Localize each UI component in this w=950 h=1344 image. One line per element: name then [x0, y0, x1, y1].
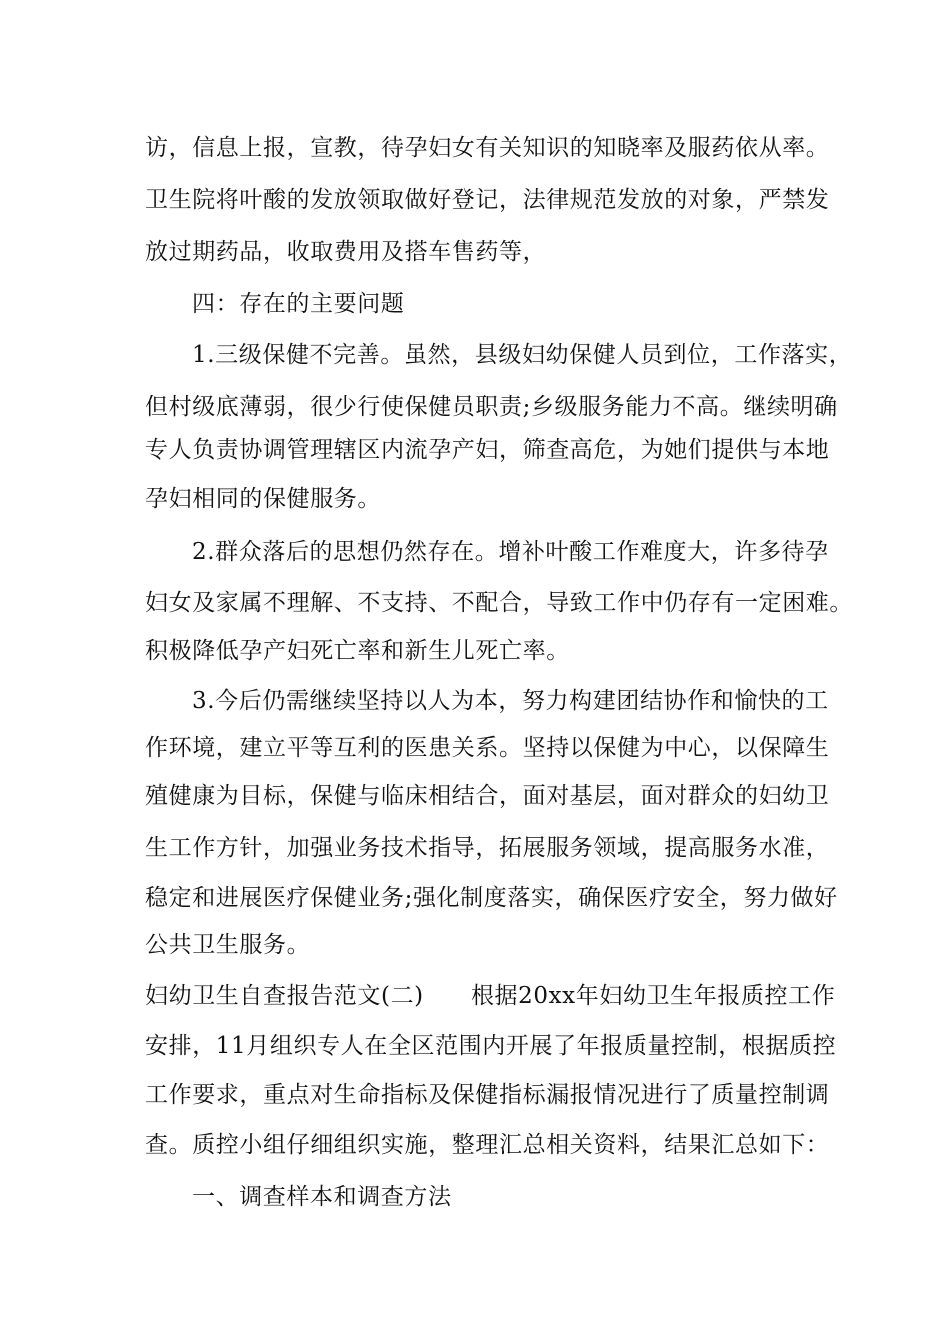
text-line: 妇女及家属不理解、不支持、不配合，导致工作中仍存有一定困难。	[145, 590, 853, 616]
section-title: 妇幼卫生自查报告范文(二) 根据20xx年妇幼卫生年报质控工作	[145, 983, 836, 1009]
text-line: 殖健康为目标，保健与临床相结合，面对基层，面对群众的妇幼卫	[145, 783, 830, 809]
text-line: 稳定和进展医疗保健业务;强化制度落实，确保医疗安全，努力做好	[145, 885, 838, 911]
text-line: 2.群众落后的思想仍然存在。增补叶酸工作难度大，许多待孕	[192, 539, 829, 565]
text-line: 孕妇相同的保健服务。	[145, 486, 381, 512]
text-line: 积极降低孕产妇死亡率和新生儿死亡率。	[145, 638, 570, 664]
text-line: 卫生院将叶酸的发放领取做好登记，法律规范发放的对象，严禁发	[145, 187, 830, 213]
text-line: 放过期药品，收取费用及搭车售药等，	[145, 239, 547, 265]
text-line: 作环境，建立平等互利的医患关系。坚持以保健为中心，以保障生	[145, 735, 830, 761]
text-line: 公共卫生服务。	[145, 932, 311, 958]
section-heading: 四：存在的主要问题	[192, 291, 405, 317]
text-line: 但村级底薄弱，很少行使保健员职责;乡级服务能力不高。继续明确	[145, 394, 838, 420]
text-line: 查。质控小组仔细组织实施，整理汇总相关资料，结果汇总如下：	[145, 1132, 830, 1158]
text-line: 1.三级保健不完善。虽然，县级妇幼保健人员到位，工作落实，	[192, 342, 853, 368]
text-line: 访，信息上报，宣教，待孕妇女有关知识的知晓率及服药依从率。	[145, 135, 830, 161]
text-line: 安排，11月组织专人在全区范围内开展了年报质量控制，根据质控	[145, 1033, 837, 1059]
text-line: 3.今后仍需继续坚持以人为本，努力构建团结协作和愉快的工	[192, 688, 829, 714]
section-heading: 一、调查样本和调查方法	[192, 1184, 452, 1210]
text-line: 工作要求，重点对生命指标及保健指标漏报情况进行了质量控制调	[145, 1082, 830, 1108]
text-line: 专人负责协调管理辖区内流孕产妇，筛查高危，为她们提供与本地	[145, 437, 830, 463]
text-line: 生工作方针，加强业务技术指导，拓展服务领域，提高服务水准，	[145, 835, 830, 861]
